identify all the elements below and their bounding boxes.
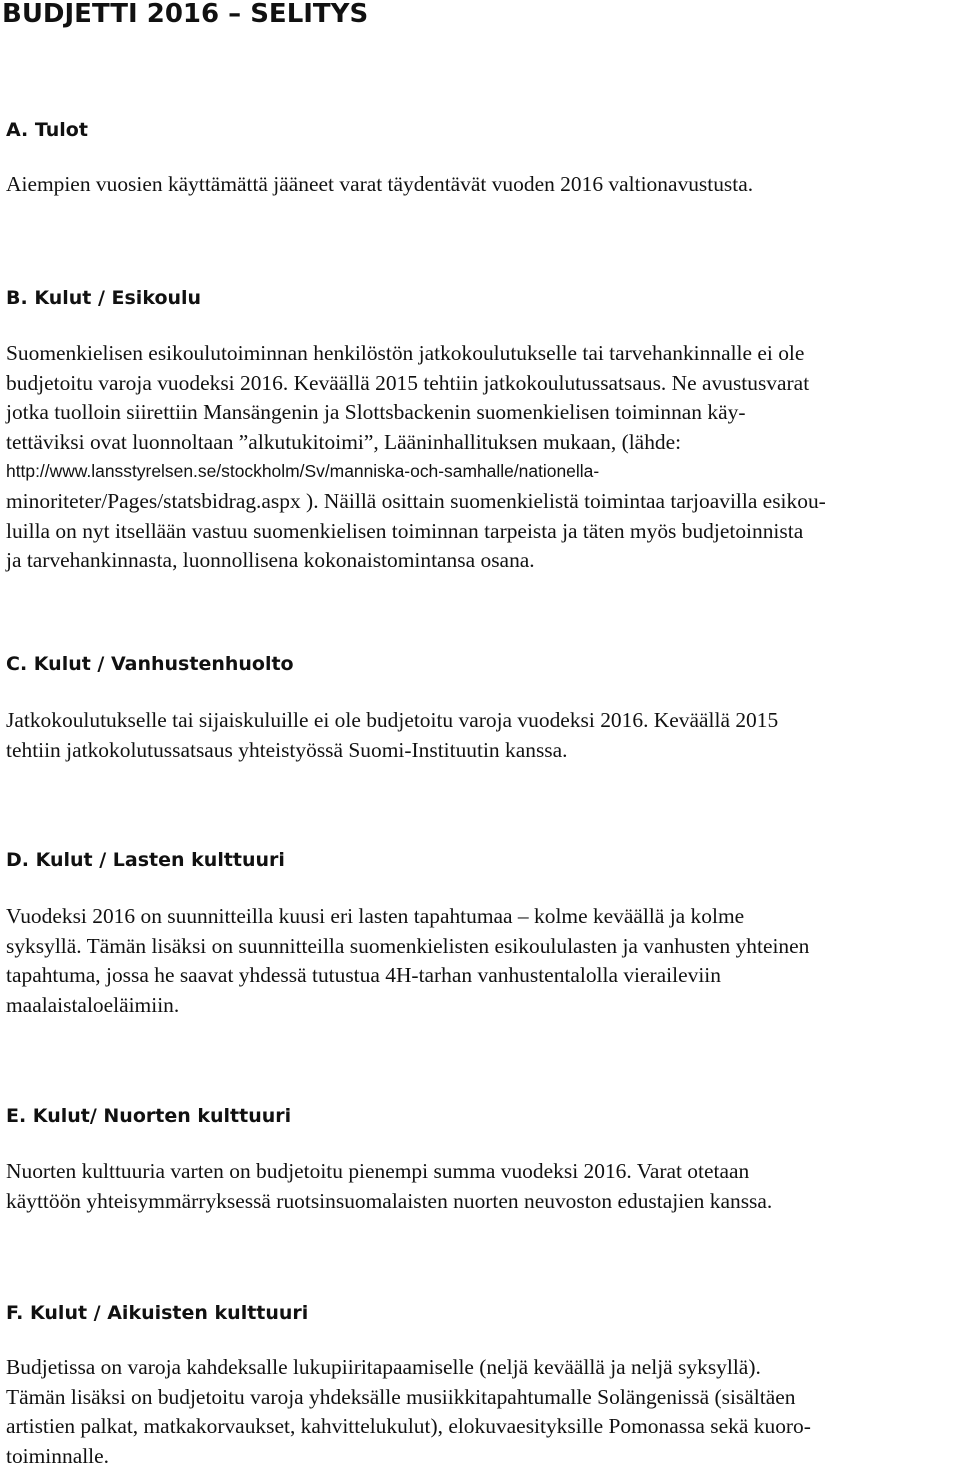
text-line: käyttöön yhteisymmärryksessä ruotsinsuomalaisten nuorten neuvoston edustajien kanssa.	[6, 1188, 773, 1213]
text-line: maalaistaloeläimiin.	[6, 992, 180, 1017]
section-text-vanhustenhuolto	[6, 706, 960, 765]
section-heading-vanhustenhuolto: C. Kulut / Vanhustenhuolto	[6, 653, 294, 675]
text-line: tehtiin jatkokolutussatsaus yhteistyössä Suomi-Instituutin kanssa.	[6, 737, 568, 762]
text-line: Jatkokoulutukselle tai sijaiskuluille ei ole budjetoitu varoja vuodeksi 2016. Keväällä 2015	[6, 708, 779, 732]
text-line: budjetoitu varoja vuodeksi 2016. Keväällä 2015 tehtiin jatkokoulutussatsaus. Ne avustusvarat	[6, 370, 810, 395]
text-line: tettäviksi ovat luonnoltaan ”alkutukitoimi”, Lääninhallituksen mukaan, (lähde:	[6, 429, 682, 454]
text-line: minoriteter/Pages/statsbidrag.aspx ). Näillä osittain suomenkielistä toimintaa tarjoavilla esikou-	[6, 488, 826, 513]
section-heading-aikuisten-kulttuuri: F. Kulut / Aikuisten kulttuuri	[6, 1302, 309, 1324]
text-line: ja tarvehankinnasta, luonnollisena kokonaistomintansa osana.	[6, 548, 535, 573]
text-line: Suomenkielisen esikoulutoiminnan henkilöstön jatkokoulutukselle tai tarvehankinnalle ei ole	[6, 341, 805, 365]
section-text-nuorten-kulttuuri	[6, 1157, 960, 1216]
section-heading-tulot: A. Tulot	[6, 119, 88, 141]
section-heading-esikoulu: B. Kulut / Esikoulu	[6, 287, 202, 309]
text-line: jotka tuolloin siirettiin Mansängenin ja Slottsbackenin suomenkielisen toiminnan käy-	[6, 400, 746, 425]
section-text-tulot	[6, 170, 960, 200]
text-line: Vuodeksi 2016 on suunnitteilla kuusi eri lasten tapahtumaa – kolme keväällä ja kolme	[6, 904, 745, 928]
source-link[interactable]: http://www.lansstyrelsen.se/stockholm/Sv/manniska-och-samhalle/nationella-	[6, 461, 600, 482]
text-line: Aiempien vuosien käyttämättä jääneet varat täydentävät vuoden 2016 valtionavustusta.	[6, 172, 754, 196]
text-line: Budjetissa on varoja kahdeksalle lukupiiritapaamiselle (neljä keväällä ja neljä syksyllä).	[6, 1355, 761, 1379]
text-line: tapahtuma, jossa he saavat yhdessä tutustua 4H-tarhan vanhustentalolla vieraileviin	[6, 963, 721, 988]
section-text-lasten-kulttuuri	[6, 902, 960, 1020]
text-line: luilla on nyt itsellään vastuu suomenkielisen toiminnan tarpeista ja täten myös budjetoinnista	[6, 518, 804, 543]
section-text-esikoulu	[6, 339, 960, 576]
section-heading-lasten-kulttuuri: D. Kulut / Lasten kulttuuri	[6, 849, 285, 871]
document-title: BUDJETTI 2016 – SELITYS	[2, 0, 369, 29]
section-heading-nuorten-kulttuuri: E. Kulut/ Nuorten kulttuuri	[6, 1105, 292, 1127]
text-line: Nuorten kulttuuria varten on budjetoitu pienempi summa vuodeksi 2016. Varat otetaan	[6, 1159, 750, 1183]
text-line: artistien palkat, matkakorvaukset, kahvittelukulut), elokuvaesityksille Pomonassa sekä kuoro-	[6, 1414, 811, 1439]
text-line: Tämän lisäksi on budjetoitu varoja yhdeksälle musiikkitapahtumalle Solängenissä (sisältäen	[6, 1384, 796, 1409]
section-text-aikuisten-kulttuuri	[6, 1353, 960, 1471]
text-line: syksyllä. Tämän lisäksi on suunnitteilla suomenkielisten esikoululasten ja vanhusten yhteinen	[6, 933, 810, 958]
text-line: toiminnalle.	[6, 1443, 110, 1468]
